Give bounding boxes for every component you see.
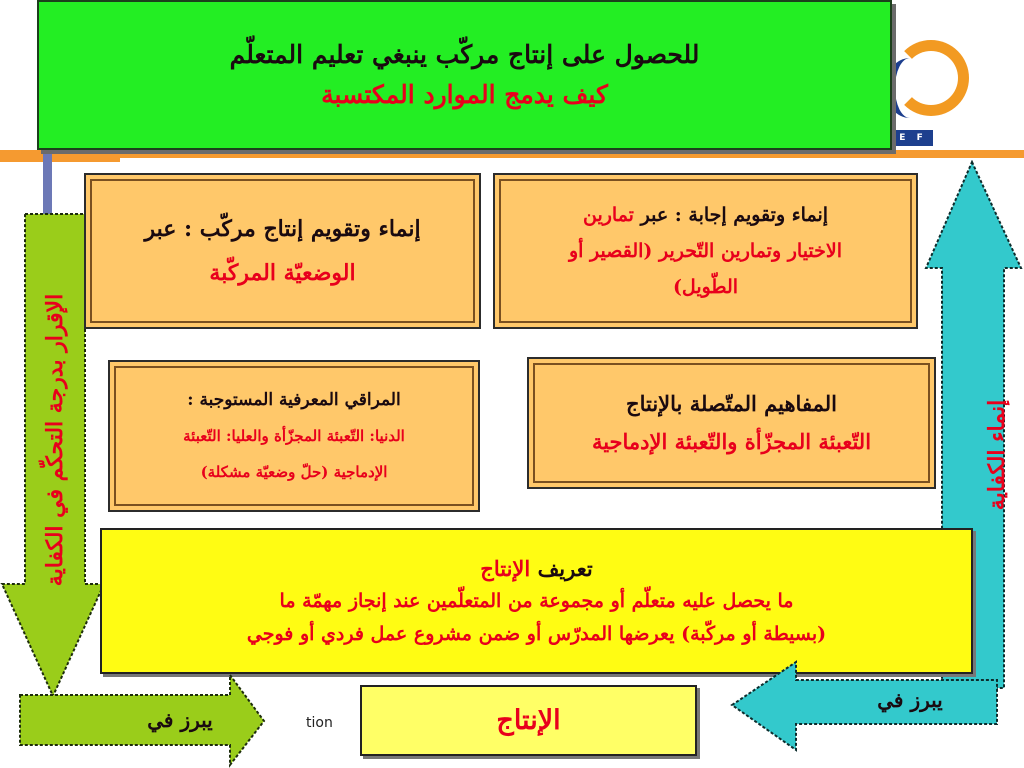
header-line-2: كيف يدمج الموارد المكتسبة <box>321 80 608 109</box>
definition-line-2: ما يحصل عليه متعلّم أو مجموعة من المتعلّمين عند إنجاز مهمّة ما <box>279 589 794 612</box>
left-arrow-label: الإقرار بدرجة التحكّم في الكفاية <box>42 293 68 587</box>
definition-title-term: الإنتاج <box>480 555 531 581</box>
logo-text: E F <box>893 130 933 146</box>
header-title-box <box>37 0 892 150</box>
box-answer-line-2: الاختيار وتمارين التّحرير (القصير أو <box>568 240 843 262</box>
orange-divider-thin <box>0 158 120 162</box>
right-arrow-label: إنماء الكفاية <box>984 399 1010 511</box>
box-concepts-line-2: التّعبئة المجزّأة والتّعبئة الإدماجية <box>591 429 872 454</box>
box-production-concepts <box>527 357 936 489</box>
box-answer-prefix: إنماء وتقويم إجابة : عبر <box>640 204 829 226</box>
box-levels-line-3: الإدماجية (حلّ وضعيّة مشكلة) <box>200 463 388 481</box>
production-definition-box <box>100 528 973 674</box>
definition-title <box>480 552 592 585</box>
box-answer-evaluation <box>493 173 918 329</box>
logo-arc-icon <box>885 58 935 118</box>
box-levels-line-2: الدنيا: التّعبئة المجزّأة والعليا: التّعبئة <box>183 427 405 445</box>
box-composite-line-2: الوضعيّة المركّبة <box>209 260 356 286</box>
logo <box>893 40 973 150</box>
definition-title-word: تعريف <box>537 555 593 581</box>
definition-line-3: (بسيطة أو مركّبة) يعرضها المدرّس أو ضمن مشروع عمل فردي أو فوجي <box>246 622 827 645</box>
bottom-left-arrow-label: يبرز في <box>147 708 213 732</box>
box-cognitive-levels <box>108 360 480 512</box>
box-composite-line-1: إنماء وتقويم إنتاج مركّب : عبر <box>144 216 421 242</box>
box-answer-exercises: تمارين <box>582 204 634 226</box>
box-composite-production <box>84 173 481 329</box>
orange-divider <box>0 150 1024 158</box>
header-line-1: للحصول على إنتاج مركّب ينبغي تعليم المتعلّم <box>229 40 700 69</box>
footer-fragment: tion <box>306 715 333 731</box>
blue-accent-bar <box>43 150 52 220</box>
production-box: الإنتاج <box>360 685 697 756</box>
box-levels-line-1: المراقي المعرفية المستوجبة : <box>187 390 401 410</box>
box-answer-line-1 <box>583 197 828 233</box>
box-concepts-line-1: المفاهيم المتّصلة بالإنتاج <box>626 391 837 416</box>
bottom-right-arrow-label: يبرز في <box>877 688 943 712</box>
box-answer-line-3: الطّويل) <box>672 276 739 298</box>
